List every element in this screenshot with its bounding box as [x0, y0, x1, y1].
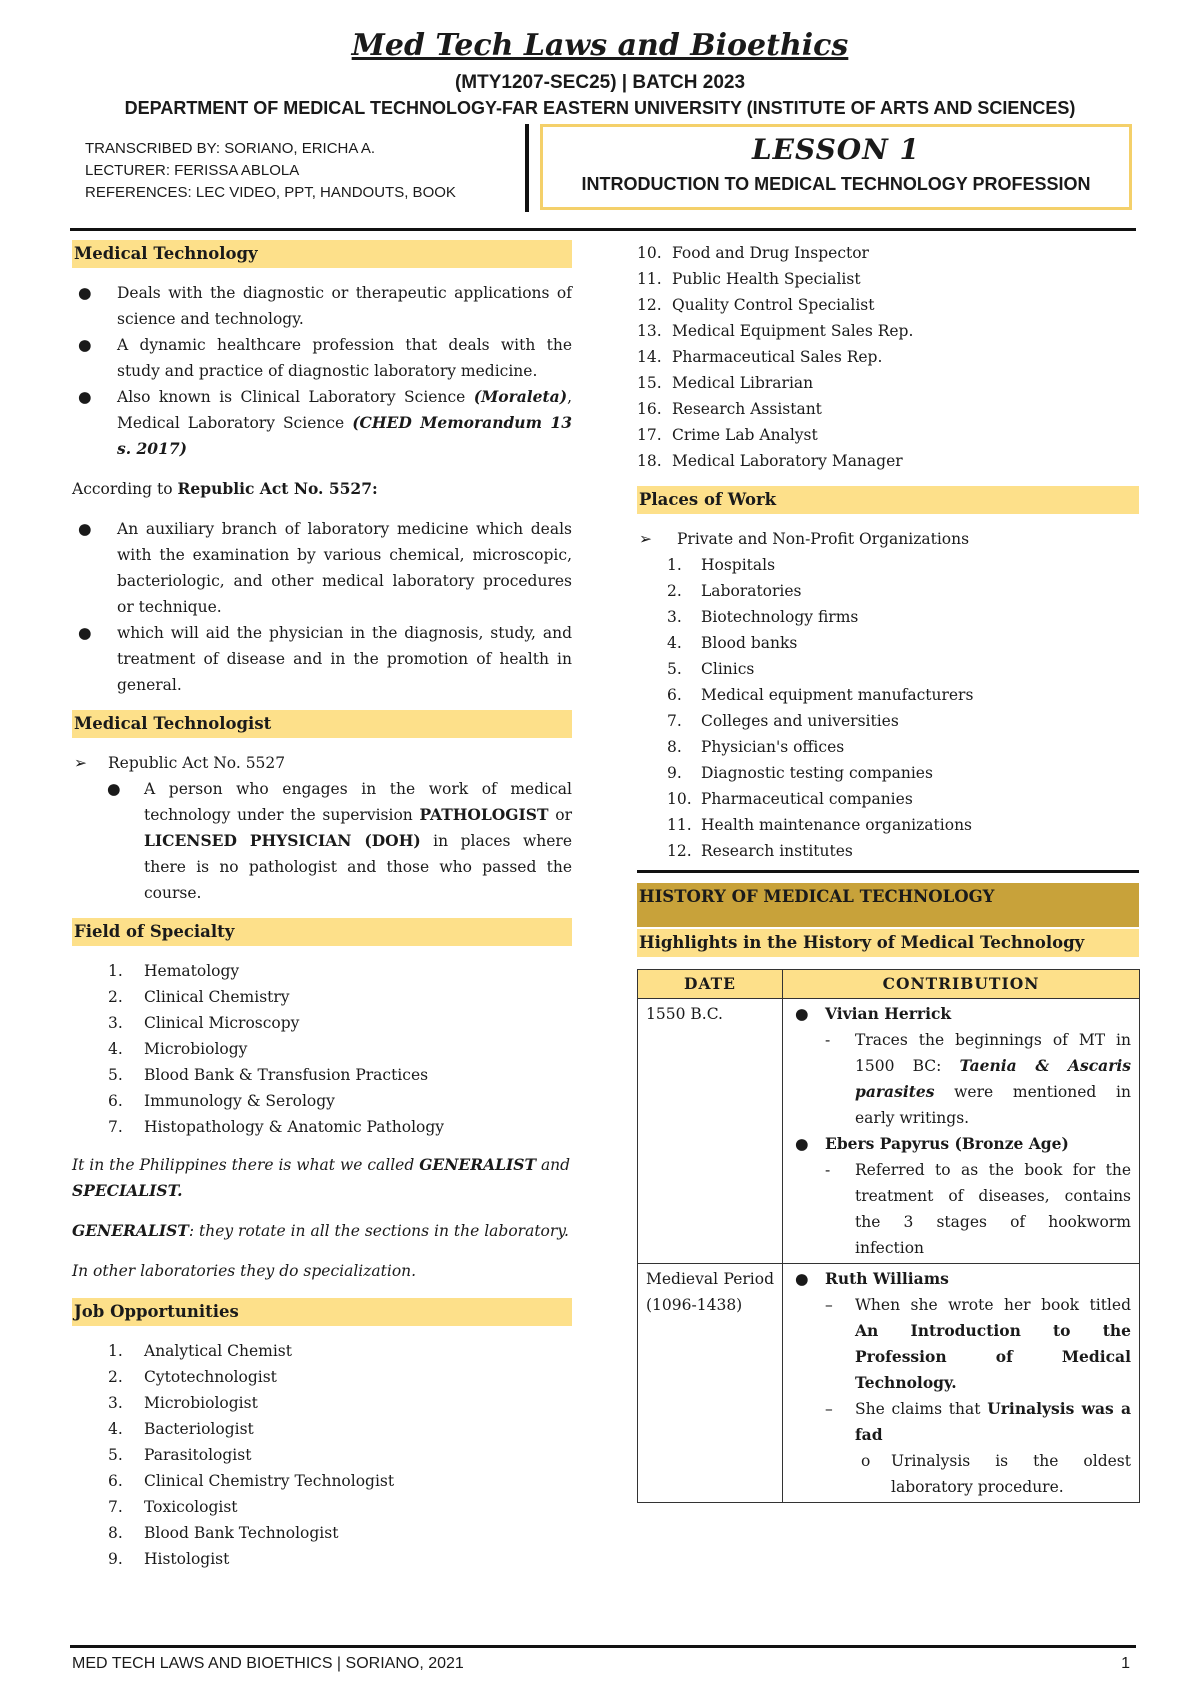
list-item — [637, 396, 1139, 422]
list-item: ● Also known is Clinical Laboratory Science (Moraleta), Medical Laboratory Science (CHED Memorandum 13 s. 2017) — [72, 384, 572, 462]
list-number: 4. — [108, 1420, 123, 1438]
ra-intro: According to Republic Act No. 5527: — [72, 479, 378, 498]
list-number: 7. — [667, 712, 682, 730]
list-number: 10. — [637, 244, 662, 262]
list-item-text: Parasitologist — [144, 1446, 252, 1464]
list-item-text: Bacteriologist — [144, 1420, 254, 1438]
section-heading-medical-technology: Medical Technology — [72, 240, 572, 268]
lesson-title: INTRODUCTION TO MEDICAL TECHNOLOGY PROFESSION — [581, 174, 1091, 194]
list-item-text: Clinical Chemistry Technologist — [144, 1472, 395, 1490]
list-number: 1. — [108, 1342, 123, 1360]
section-heading-places-of-work: Places of Work — [637, 486, 1139, 514]
list-item-text: Crime Lab Analyst — [672, 426, 818, 444]
section-rule — [637, 870, 1139, 873]
document-title: Med Tech Laws and Bioethics — [351, 28, 849, 63]
list-item — [72, 1416, 572, 1442]
bullet-icon: ● — [795, 1005, 809, 1023]
list-number: 1. — [108, 962, 123, 980]
list-number: 12. — [637, 296, 662, 314]
list-number: 9. — [667, 764, 682, 782]
dash-icon: – — [825, 1400, 833, 1418]
list-item — [637, 266, 1139, 292]
list-item — [72, 1062, 572, 1088]
list-item — [72, 1546, 572, 1572]
list-number: 2. — [108, 988, 123, 1006]
list-number: 2. — [108, 1368, 123, 1386]
bullet-icon: ● — [78, 520, 92, 538]
department: DEPARTMENT OF MEDICAL TECHNOLOGY-FAR EASTERN UNIVERSITY (INSTITUTE OF ARTS AND SCIENCES) — [124, 98, 1076, 118]
list-item: ● An auxiliary branch of laboratory medicine which deals with the examination by various chemical, microscopic, bacteriologic, and other medical laboratory procedures or technique. — [72, 516, 572, 620]
list-item-text: Toxicologist — [144, 1498, 238, 1516]
list-item-text: Cytotechnologist — [144, 1368, 277, 1386]
list-item-text: Hospitals — [701, 556, 776, 574]
job-list-continued — [637, 240, 1139, 474]
list-item-text: Blood Bank Technologist — [144, 1524, 339, 1542]
left-column — [72, 240, 572, 1572]
bullet-icon: ● — [795, 1135, 809, 1153]
list-item — [72, 1338, 572, 1364]
list-number: 8. — [667, 738, 682, 756]
list-item — [637, 292, 1139, 318]
note-specialization: In other laboratories they do specialization. — [72, 1262, 417, 1280]
list-item: ● A dynamic healthcare profession that deals with the study and practice of diagnostic laboratory medicine. — [72, 332, 572, 384]
list-item: ● which will aid the physician in the diagnosis, study, and treatment of disease and in the promotion of health in general. — [72, 620, 572, 698]
list-item — [637, 578, 1139, 604]
list-item — [72, 1010, 572, 1036]
list-number: 10. — [667, 790, 692, 808]
note-generalist: GENERALIST: they rotate in all the sections in the laboratory. — [72, 1221, 569, 1240]
list-item-text: Pharmaceutical Sales Rep. — [672, 348, 883, 366]
list-number: 17. — [637, 426, 662, 444]
list-item — [637, 240, 1139, 266]
list-item: ● Ebers Papyrus (Bronze Age) — [791, 1131, 1131, 1157]
list-item — [72, 1114, 572, 1140]
list-item — [72, 1494, 572, 1520]
list-number: 7. — [108, 1498, 123, 1516]
bullet-icon: ● — [78, 624, 92, 642]
table-row — [638, 999, 1140, 1264]
list-item-text: Histopathology & Anatomic Pathology — [144, 1118, 445, 1136]
list-item-text: Medical Equipment Sales Rep. — [672, 322, 914, 340]
list-item — [637, 552, 1139, 578]
list-item-text: Research Assistant — [672, 400, 822, 418]
header-rule — [70, 228, 1136, 231]
header-divider — [525, 124, 529, 212]
date-cell: 1550 B.C. — [638, 999, 783, 1264]
list-item — [72, 1036, 572, 1062]
transcribed-by: TRANSCRIBED BY: SORIANO, ERICHA A. — [85, 140, 376, 157]
list-item — [72, 958, 572, 984]
list-item — [637, 422, 1139, 448]
list-number: 6. — [108, 1092, 123, 1110]
list-item-text: Hematology — [144, 962, 240, 980]
table-header-row — [638, 970, 1140, 999]
dash-icon: – — [825, 1296, 833, 1314]
footer-text: MED TECH LAWS AND BIOETHICS | SORIANO, 2021 — [72, 1655, 464, 1672]
list-item — [637, 682, 1139, 708]
list-item — [72, 1442, 572, 1468]
list-item-text: Medical Librarian — [672, 374, 814, 392]
circle-bullet-icon: o — [861, 1452, 871, 1470]
list-number: 5. — [108, 1066, 123, 1084]
list-number: 16. — [637, 400, 662, 418]
list-number: 11. — [637, 270, 662, 288]
list-number: 6. — [667, 686, 682, 704]
list-number: 3. — [667, 608, 682, 626]
bullet-icon: ● — [795, 1270, 809, 1288]
list-item — [72, 1088, 572, 1114]
list-item — [72, 1390, 572, 1416]
list-number: 13. — [637, 322, 662, 340]
list-item-text: Quality Control Specialist — [672, 296, 875, 314]
bullet-icon: ● — [78, 388, 92, 406]
lesson-box — [540, 124, 1132, 210]
places-list — [637, 552, 1139, 864]
list-number: 3. — [108, 1394, 123, 1412]
list-item: ➢ Republic Act No. 5527 — [72, 750, 572, 776]
list-item: o Urinalysis is the oldest laboratory procedure. — [791, 1448, 1131, 1500]
list-number: 4. — [667, 634, 682, 652]
arrow-icon: ➢ — [74, 754, 87, 772]
list-item: – She claims that Urinalysis was a fad — [791, 1396, 1131, 1448]
list-item: - Referred to as the book for the treatment of diseases, contains the 3 stages of hookworm infection — [791, 1157, 1131, 1261]
list-number: 9. — [108, 1550, 123, 1568]
list-item-text: Analytical Chemist — [144, 1342, 292, 1360]
table-row — [638, 1264, 1140, 1503]
list-item-text: Clinics — [701, 660, 755, 678]
transcription-meta — [85, 138, 456, 204]
list-item — [637, 760, 1139, 786]
list-item: ● Deals with the diagnostic or therapeutic applications of science and technology. — [72, 280, 572, 332]
list-item-text: Blood banks — [701, 634, 798, 652]
contribution-cell — [783, 999, 1140, 1264]
list-number: 12. — [667, 842, 692, 860]
list-item-text: Public Health Specialist — [672, 270, 861, 288]
list-item-text: Biotechnology firms — [701, 608, 859, 626]
list-item-text: Physician's offices — [701, 738, 845, 756]
list-item-text: Colleges and universities — [701, 712, 899, 730]
list-item-text: Health maintenance organizations — [701, 816, 973, 834]
list-item-text: Microbiology — [144, 1040, 248, 1058]
note-generalist-specialist: It in the Philippines there is what we called GENERALIST and SPECIALIST. — [72, 1155, 571, 1200]
list-item: – When she wrote her book titled An Introduction to the Profession of Medical Technology. — [791, 1292, 1131, 1396]
contribution-cell — [783, 1264, 1140, 1503]
list-item — [637, 318, 1139, 344]
list-number: 8. — [108, 1524, 123, 1542]
list-item — [637, 604, 1139, 630]
section-heading-field-of-specialty: Field of Specialty — [72, 918, 572, 946]
section-heading-job-opportunities: Job Opportunities — [72, 1298, 572, 1326]
list-number: 1. — [667, 556, 682, 574]
list-item — [637, 812, 1139, 838]
list-item — [637, 448, 1139, 474]
list-item — [637, 708, 1139, 734]
lesson-number: LESSON 1 — [751, 133, 921, 166]
list-item-text: Microbiologist — [144, 1394, 258, 1412]
list-number: 3. — [108, 1014, 123, 1032]
list-number: 5. — [667, 660, 682, 678]
list-item — [637, 344, 1139, 370]
bullet-icon: ● — [107, 780, 121, 798]
section-heading-medical-technologist: Medical Technologist — [72, 710, 572, 738]
list-item-text: Clinical Microscopy — [144, 1014, 300, 1032]
list-item-text: Diagnostic testing companies — [701, 764, 933, 782]
list-item-text: Blood Bank & Transfusion Practices — [144, 1066, 429, 1084]
list-item — [637, 370, 1139, 396]
dash-icon: - — [825, 1161, 831, 1179]
column-header-contribution: CONTRIBUTION — [783, 970, 1140, 999]
bullet-icon: ● — [78, 284, 92, 302]
dash-icon: - — [825, 1031, 831, 1049]
bullet-icon: ● — [78, 336, 92, 354]
list-item: ● A person who engages in the work of medical technology under the supervision PATHOLOGIST or LICENSED PHYSICIAN (DOH) in places where there is no pathologist and those who passed the course. — [72, 776, 572, 906]
history-table — [637, 969, 1140, 1503]
list-item: - Traces the beginnings of MT in 1500 BC: Taenia & Ascaris parasites were mentioned in early writings. — [791, 1027, 1131, 1131]
list-item-text: Medical equipment manufacturers — [701, 686, 974, 704]
subsection-heading-highlights: Highlights in the History of Medical Technology — [637, 929, 1139, 957]
list-number: 14. — [637, 348, 662, 366]
list-number: 18. — [637, 452, 662, 470]
list-item-text: Clinical Chemistry — [144, 988, 290, 1006]
specialty-list — [72, 958, 572, 1140]
list-item-text: Medical Laboratory Manager — [672, 452, 903, 470]
list-item — [637, 656, 1139, 682]
list-item: ● Ruth Williams — [791, 1266, 1131, 1292]
list-item-text: Research institutes — [701, 842, 853, 860]
list-number: 2. — [667, 582, 682, 600]
column-header-date: DATE — [638, 970, 783, 999]
list-number: 5. — [108, 1446, 123, 1464]
list-item — [72, 1468, 572, 1494]
list-item: ➢ Private and Non-Profit Organizations — [637, 526, 1139, 552]
list-item-text: Histologist — [144, 1550, 230, 1568]
section-heading-history: HISTORY OF MEDICAL TECHNOLOGY — [637, 883, 1139, 927]
list-item — [72, 1364, 572, 1390]
job-list — [72, 1338, 572, 1572]
date-cell: Medieval Period (1096-1438) — [638, 1264, 783, 1503]
list-item — [637, 786, 1139, 812]
list-number: 4. — [108, 1040, 123, 1058]
list-item — [72, 984, 572, 1010]
list-number: 11. — [667, 816, 692, 834]
list-item — [72, 1520, 572, 1546]
list-item — [637, 630, 1139, 656]
page-number: 1 — [1121, 1655, 1130, 1672]
list-item: ● Vivian Herrick — [791, 1001, 1131, 1027]
list-item — [637, 734, 1139, 760]
references: REFERENCES: LEC VIDEO, PPT, HANDOUTS, BOOK — [85, 184, 456, 201]
list-item-text: Laboratories — [701, 582, 802, 600]
course-code: (MTY1207-SEC25) | BATCH 2023 — [454, 72, 746, 93]
list-number: 15. — [637, 374, 662, 392]
list-item-text: Food and Drug Inspector — [672, 244, 869, 262]
arrow-icon: ➢ — [639, 530, 652, 548]
right-column — [637, 240, 1139, 1503]
list-item-text: Immunology & Serology — [144, 1092, 335, 1110]
lecturer: LECTURER: FERISSA ABLOLA — [85, 162, 300, 179]
footer-rule — [70, 1645, 1136, 1648]
list-item — [637, 838, 1139, 864]
list-number: 6. — [108, 1472, 123, 1490]
list-item-text: Pharmaceutical companies — [701, 790, 913, 808]
list-number: 7. — [108, 1118, 123, 1136]
